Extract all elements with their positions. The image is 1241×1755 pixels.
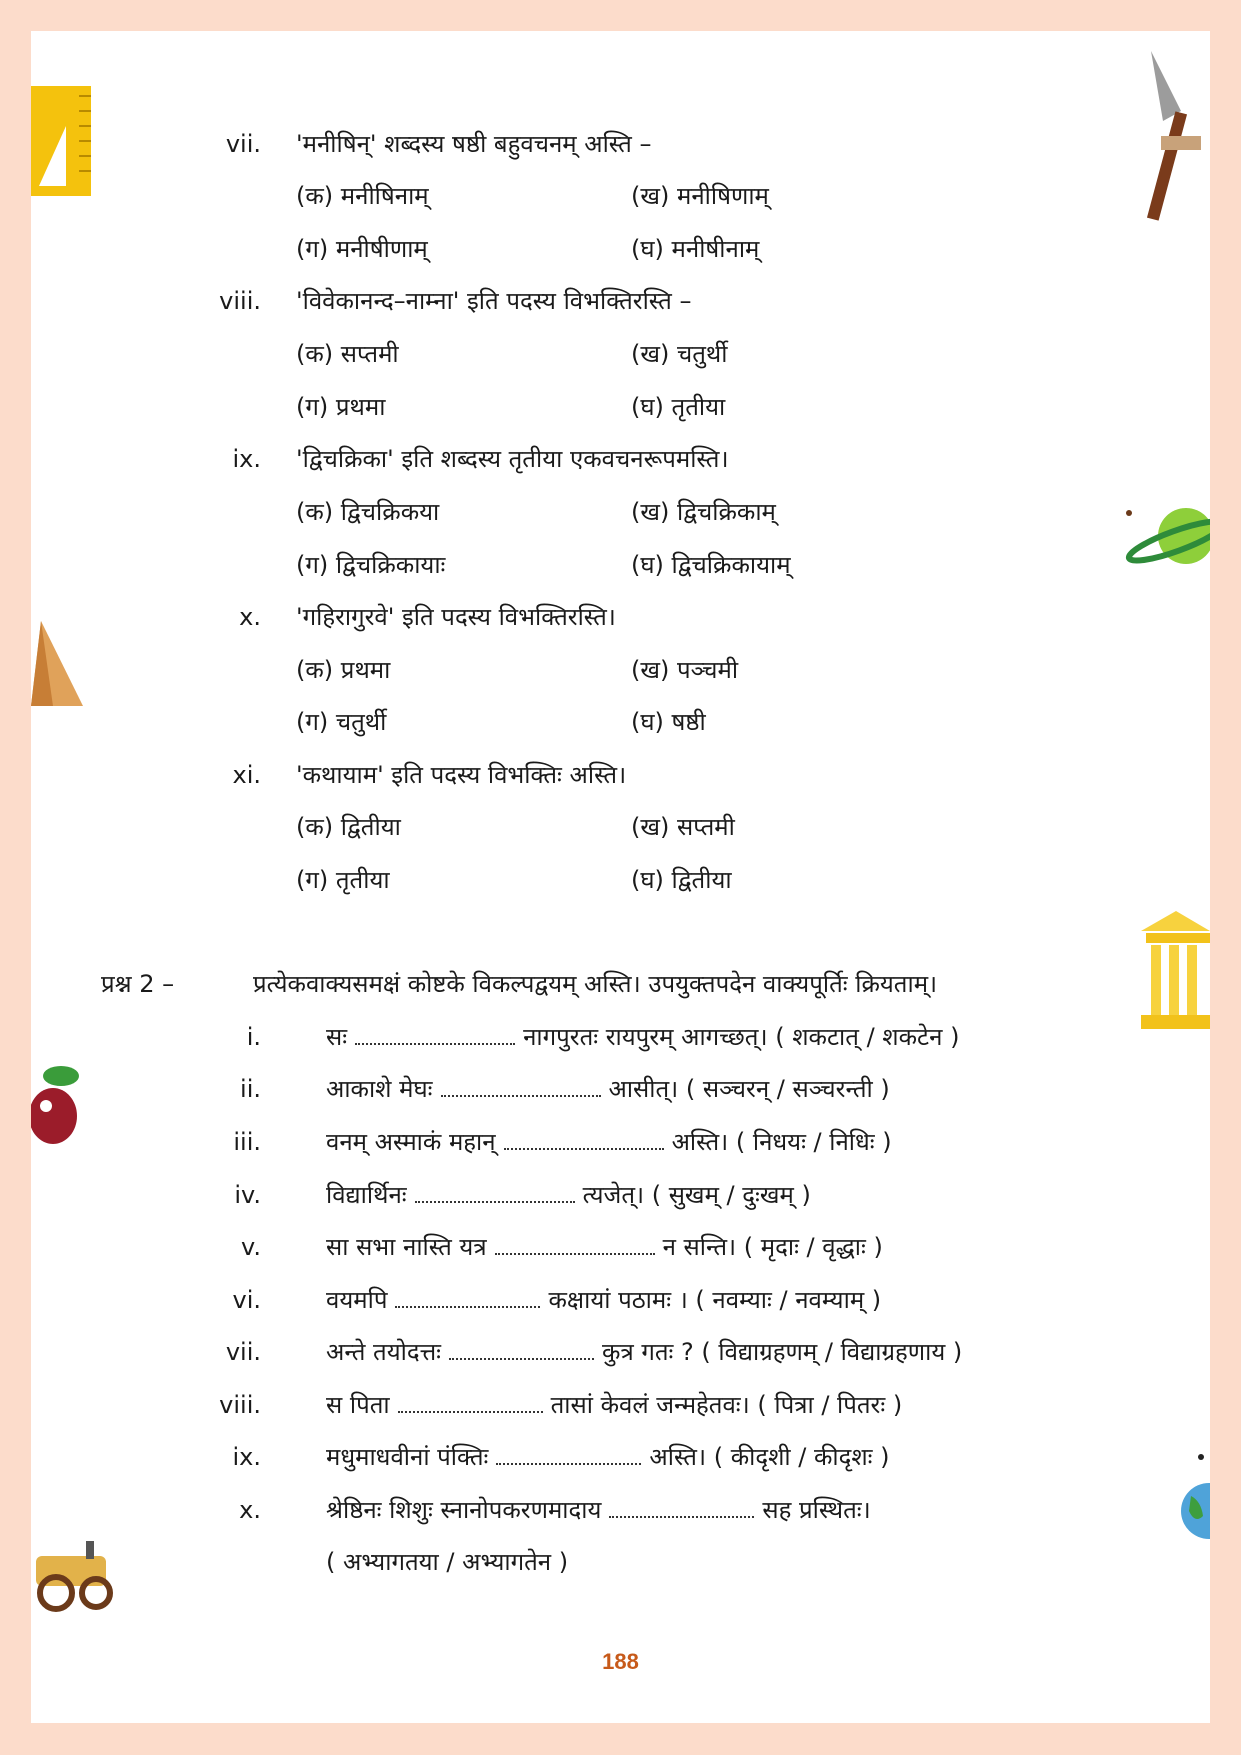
option-kha: (ख) चतुर्थी — [631, 340, 728, 368]
option-gha: (घ) मनीषीनाम् — [631, 235, 760, 263]
item-number: v. — [241, 1233, 261, 1261]
sentence-after: न सन्ति। ( मृदाः / वृद्धाः ) — [662, 1233, 883, 1261]
question-number: vii. — [225, 130, 261, 158]
question-number: x. — [239, 603, 261, 631]
sentence-before: आकाशे मेघः — [326, 1075, 433, 1103]
option-ka: (क) द्वितीया — [296, 813, 401, 841]
option-ga: (ग) तृतीया — [296, 866, 390, 894]
option-ga: (ग) मनीषीणाम् — [296, 235, 428, 263]
options-continuation: ( अभ्यागतया / अभ्यागतेन ) — [326, 1548, 569, 1576]
blank[interactable] — [449, 1338, 594, 1360]
sentence-before: वयमपि — [326, 1286, 388, 1314]
sentence-before: स पिता — [326, 1391, 390, 1419]
item-number: vii. — [225, 1338, 261, 1366]
sentence-before: मधुमाधवीनां पंक्तिः — [326, 1443, 489, 1471]
ruler-icon — [31, 86, 101, 206]
sentence-after: अस्ति। ( कीदृशी / कीदृशः ) — [649, 1443, 890, 1471]
item-number: x. — [239, 1496, 261, 1524]
question-text: 'गहिरागुरवे' इति पदस्य विभक्तिरस्ति। — [296, 603, 616, 631]
sentence-after: आसीत्। ( सञ्चरन् / सञ्चरन्ती ) — [608, 1075, 890, 1103]
sentence-before: वनम् अस्माकं महान् — [326, 1128, 496, 1156]
blank[interactable] — [398, 1391, 543, 1413]
question-text: 'मनीषिन्' शब्दस्य षष्ठी बहुवचनम् अस्ति – — [296, 130, 652, 158]
sentence-after: अस्ति। ( निधयः / निधिः ) — [671, 1128, 892, 1156]
sentence-after: कुत्र गतः ? ( विद्याग्रहणम् / विद्याग्रहणाय ) — [602, 1338, 963, 1366]
sentence-before: विद्यार्थिनः — [326, 1181, 407, 1209]
pillar-icon — [1141, 911, 1210, 1031]
item-number: vi. — [232, 1286, 261, 1314]
question-text: 'विवेकानन्द–नाम्ना' इति पदस्य विभक्तिरस्ति – — [296, 287, 692, 315]
option-kha: (ख) मनीषिणाम् — [631, 182, 769, 210]
item-number: viii. — [219, 1391, 261, 1419]
option-kha: (ख) सप्तमी — [631, 813, 735, 841]
option-ga: (ग) द्विचक्रिकायाः — [296, 551, 446, 579]
question-instruction: प्रत्येकवाक्यसमक्षं कोष्टके विकल्पद्वयम् अस्ति। उपयुक्तपदेन वाक्यपूर्तिः क्रियताम्। — [253, 970, 938, 998]
item-number: iv. — [234, 1181, 261, 1209]
question-text: 'कथायाम' इति पदस्य विभक्तिः अस्ति। — [296, 761, 627, 789]
option-kha: (ख) पञ्चमी — [631, 656, 739, 684]
pyramid-icon — [31, 621, 86, 711]
option-ga: (ग) चतुर्थी — [296, 708, 387, 736]
question-number: ix. — [232, 445, 261, 473]
sentence-before: अन्ते तयोदत्तः — [326, 1338, 442, 1366]
option-ka: (क) द्विचक्रिकया — [296, 498, 440, 526]
blank[interactable] — [441, 1075, 601, 1097]
question-label: प्रश्न 2 – — [101, 970, 175, 998]
item-number: i. — [246, 1023, 261, 1051]
blank[interactable] — [495, 1233, 655, 1255]
blank[interactable] — [504, 1128, 664, 1150]
page-number: 188 — [602, 1649, 639, 1674]
sentence-before: सः — [326, 1023, 348, 1051]
question-number: xi. — [232, 761, 261, 789]
sentence-after: तासां केवलं जन्महेतवः। ( पित्रा / पितरः ) — [550, 1391, 903, 1419]
option-ka: (क) प्रथमा — [296, 656, 391, 684]
item-number: ii. — [240, 1075, 261, 1103]
cannon-icon — [31, 1531, 121, 1621]
question-text: 'द्विचक्रिका' इति शब्दस्य तृतीया एकवचनरूपमस्ति। — [296, 445, 729, 473]
item-number: iii. — [233, 1128, 261, 1156]
blank[interactable] — [395, 1286, 540, 1308]
option-gha: (घ) षष्ठी — [631, 708, 706, 736]
option-ga: (ग) प्रथमा — [296, 393, 386, 421]
sentence-after: कक्षायां पठामः । ( नवम्याः / नवम्याम् ) — [548, 1286, 882, 1314]
page — [31, 31, 1210, 1723]
option-gha: (घ) तृतीया — [631, 393, 726, 421]
question-number: viii. — [219, 287, 261, 315]
item-number: ix. — [232, 1443, 261, 1471]
option-gha: (घ) द्विचक्रिकायाम् — [631, 551, 791, 579]
blank[interactable] — [355, 1023, 515, 1045]
option-kha: (ख) द्विचक्रिकाम् — [631, 498, 776, 526]
fruit-icon — [31, 1061, 86, 1151]
blank[interactable] — [415, 1181, 575, 1203]
sentence-after: त्यजेत्। ( सुखम् / दुःखम् ) — [582, 1181, 811, 1209]
sentence-before: श्रेष्ठिनः शिशुः स्नानोपकरणमादाय — [326, 1496, 602, 1524]
option-ka: (क) मनीषिनाम् — [296, 182, 429, 210]
planet-icon — [1121, 501, 1210, 571]
option-ka: (क) सप्तमी — [296, 340, 399, 368]
blank[interactable] — [609, 1496, 754, 1518]
stone-tool-icon — [1141, 51, 1210, 221]
option-gha: (घ) द्वितीया — [631, 866, 732, 894]
sentence-before: सा सभा नास्ति यत्र — [326, 1233, 487, 1261]
blank[interactable] — [496, 1443, 641, 1465]
sentence-after: नागपुरतः रायपुरम् आगच्छत्। ( शकटात् / शकटेन ) — [523, 1023, 960, 1051]
globe-icon — [1171, 1451, 1210, 1541]
sentence-after: सह प्रस्थितः। — [762, 1496, 871, 1524]
